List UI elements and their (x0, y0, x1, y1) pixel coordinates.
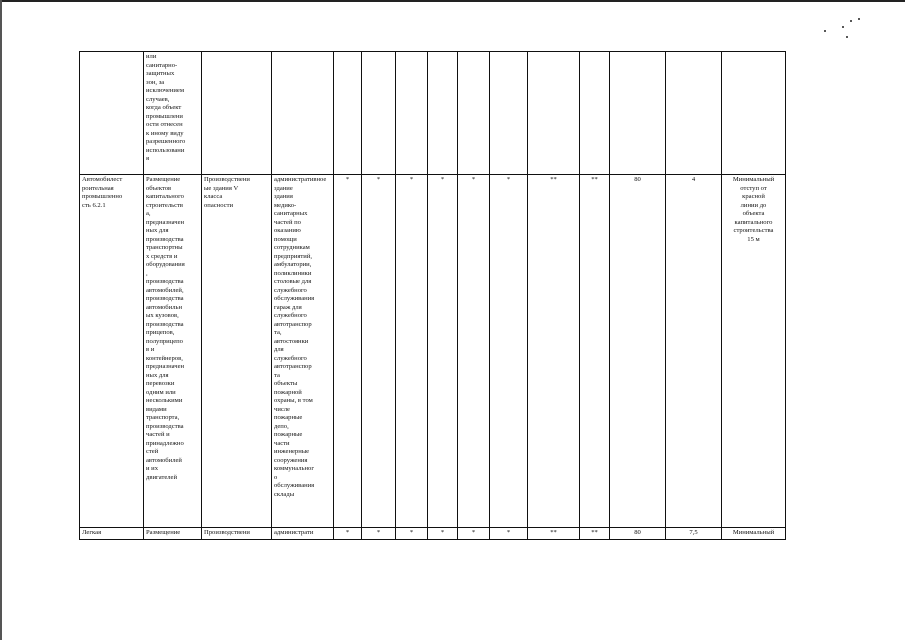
row-description-cell: или санитарно- защитных зон, за исключением случаев, когда объект промышлени ости отнесен к иному виду разрешенного использовани я (144, 52, 202, 175)
mark-cell: ** (528, 528, 580, 540)
mark-cell (458, 52, 490, 175)
page-left-edge (0, 0, 2, 640)
value1-cell: 80 (610, 175, 666, 528)
mark-cell (396, 52, 428, 175)
row-description-cell: Размещение (144, 528, 202, 540)
table-row (80, 528, 786, 540)
mark-cell: * (362, 528, 396, 540)
mark-cell: * (362, 175, 396, 528)
value2-cell (666, 52, 722, 175)
mark-cell: * (428, 528, 458, 540)
page-top-edge (0, 0, 905, 2)
row-description-cell: Размещение объектов капитального строительств а, предназначен ных для производства транспортны х средств и оборудования , производства автомобилей, производства автомобильн ых кузовов, производства прицепов, полуприцепо в и контейнеров, предназначен ных для перевозки одним или несколькими видами транспорта, производства частей и принадлежно стей автомобилей и их двигателей (144, 175, 202, 528)
mark-cell: * (458, 528, 490, 540)
mark-cell: * (396, 528, 428, 540)
mark-cell: * (458, 175, 490, 528)
value2-cell: 4 (666, 175, 722, 528)
row-name-cell: Легкая (80, 528, 144, 540)
mark-cell (490, 52, 528, 175)
row-name-cell: Автомобилест роительная промышленно сть 6.2.1 (80, 175, 144, 528)
mark-cell (362, 52, 396, 175)
mark-cell: * (334, 175, 362, 528)
mark-cell: ** (580, 528, 610, 540)
row-objects-cell (272, 52, 334, 175)
row-name-cell (80, 52, 144, 175)
row-objects-cell: административное здание здания медико- санитарных частей по оказанию помощи сотрудникам предприятий, амбулатории, поликлиники столовые для служебного обслуживания гараж для служебного автотранспор та, автостоянки для служебного автотранспор та объекты пожарной охраны, в том числе пожарные депо, пожарные части инженерные сооружения коммунальног о обслуживания склады (272, 175, 334, 528)
table-row (80, 52, 786, 175)
mark-cell: * (490, 528, 528, 540)
scan-specks (820, 18, 860, 48)
row-activity-cell (202, 52, 272, 175)
mark-cell (580, 52, 610, 175)
value1-cell (610, 52, 666, 175)
row-objects-cell: администрати (272, 528, 334, 540)
row-note-cell: Минимальный отступ от красной линии до объекта капитального строительства 15 м (722, 175, 786, 528)
value1-cell: 80 (610, 528, 666, 540)
mark-cell: * (334, 528, 362, 540)
mark-cell: * (490, 175, 528, 528)
mark-cell: * (396, 175, 428, 528)
mark-cell: ** (528, 175, 580, 528)
mark-cell (528, 52, 580, 175)
table-row (80, 175, 786, 528)
row-activity-cell: Производствени (202, 528, 272, 540)
mark-cell: * (428, 175, 458, 528)
land-use-regulations-table (79, 51, 786, 540)
mark-cell (428, 52, 458, 175)
mark-cell: ** (580, 175, 610, 528)
value2-cell: 7,5 (666, 528, 722, 540)
row-note-cell: Минимальный (722, 528, 786, 540)
mark-cell (334, 52, 362, 175)
row-note-cell (722, 52, 786, 175)
row-activity-cell: Производствени ые здания V класса опасности (202, 175, 272, 528)
